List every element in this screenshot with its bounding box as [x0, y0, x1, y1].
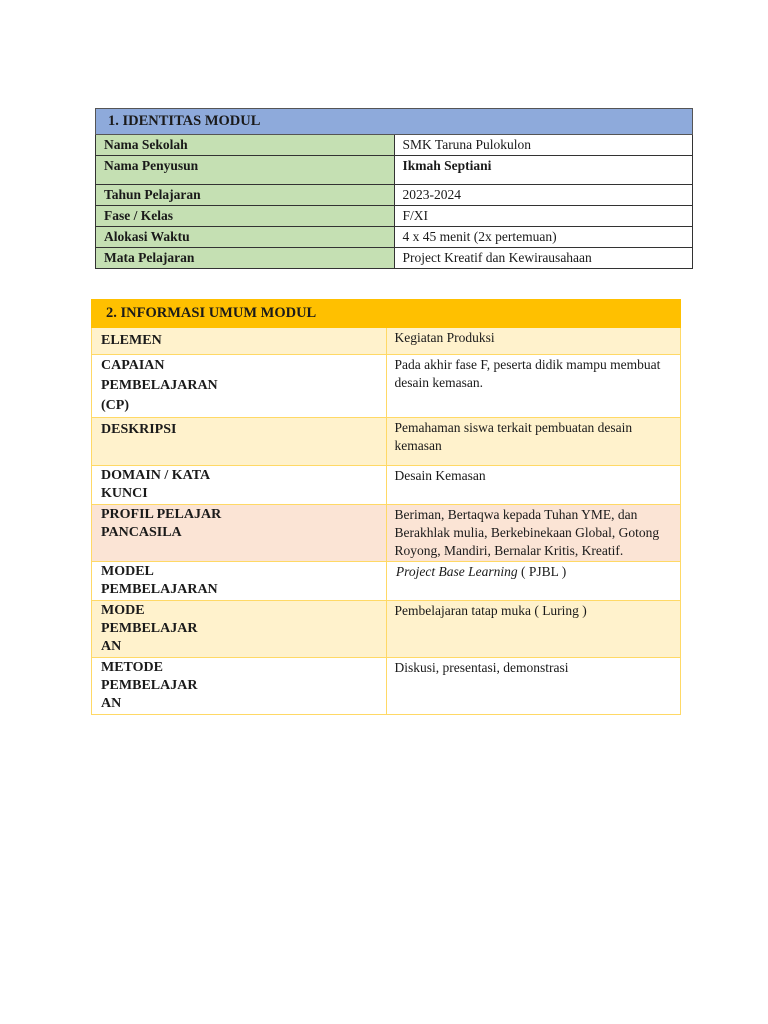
profil-label: PROFIL PELAJAR PANCASILA — [92, 505, 387, 562]
deskripsi-label: DESKRIPSI — [92, 418, 387, 466]
mode-label: MODE PEMBELAJAR AN — [92, 601, 387, 658]
profil-value: Beriman, Bertaqwa kepada Tuhan YME, dan Berakhlak mulia, Berkebinekaan Global, Gotong Royong, Mandiri, Bernalar Kritis, Kreatif. — [386, 505, 681, 562]
model-label: MODEL PEMBELAJARAN — [92, 562, 387, 601]
nama-sekolah-value: SMK Taruna Pulokulon — [394, 135, 693, 156]
capaian-label: CAPAIAN PEMBELAJARAN (CP) — [92, 355, 387, 418]
domain-label: DOMAIN / KATA KUNCI — [92, 466, 387, 505]
fase-kelas-value: F/XI — [394, 206, 693, 227]
elemen-label: ELEMEN — [92, 328, 387, 355]
mata-pelajaran-label: Mata Pelajaran — [96, 248, 395, 269]
identitas-modul-table — [95, 108, 693, 269]
tahun-pelajaran-label: Tahun Pelajaran — [96, 185, 395, 206]
informasi-umum-table — [91, 299, 681, 715]
fase-kelas-label: Fase / Kelas — [96, 206, 395, 227]
alokasi-waktu-label: Alokasi Waktu — [96, 227, 395, 248]
metode-value: Diskusi, presentasi, demonstrasi — [386, 658, 681, 715]
identitas-modul-title: 1. IDENTITAS MODUL — [96, 109, 693, 135]
domain-value: Desain Kemasan — [386, 466, 681, 505]
tahun-pelajaran-value: 2023-2024 — [394, 185, 693, 206]
elemen-value: Kegiatan Produksi — [386, 328, 681, 355]
nama-penyusun-value: Ikmah Septiani — [394, 156, 693, 185]
model-value: Project Base Learning ( PJBL ) — [386, 562, 681, 601]
capaian-value: Pada akhir fase F, peserta didik mampu membuat desain kemasan. — [386, 355, 681, 418]
deskripsi-value: Pemahaman siswa terkait pembuatan desain kemasan — [386, 418, 681, 466]
nama-sekolah-label: Nama Sekolah — [96, 135, 395, 156]
mata-pelajaran-value: Project Kreatif dan Kewirausahaan — [394, 248, 693, 269]
nama-penyusun-label: Nama Penyusun — [96, 156, 395, 185]
metode-label: METODE PEMBELAJAR AN — [92, 658, 387, 715]
alokasi-waktu-value: 4 x 45 menit (2x pertemuan) — [394, 227, 693, 248]
informasi-umum-title: 2. INFORMASI UMUM MODUL — [92, 300, 681, 328]
mode-value: Pembelajaran tatap muka ( Luring ) — [386, 601, 681, 658]
